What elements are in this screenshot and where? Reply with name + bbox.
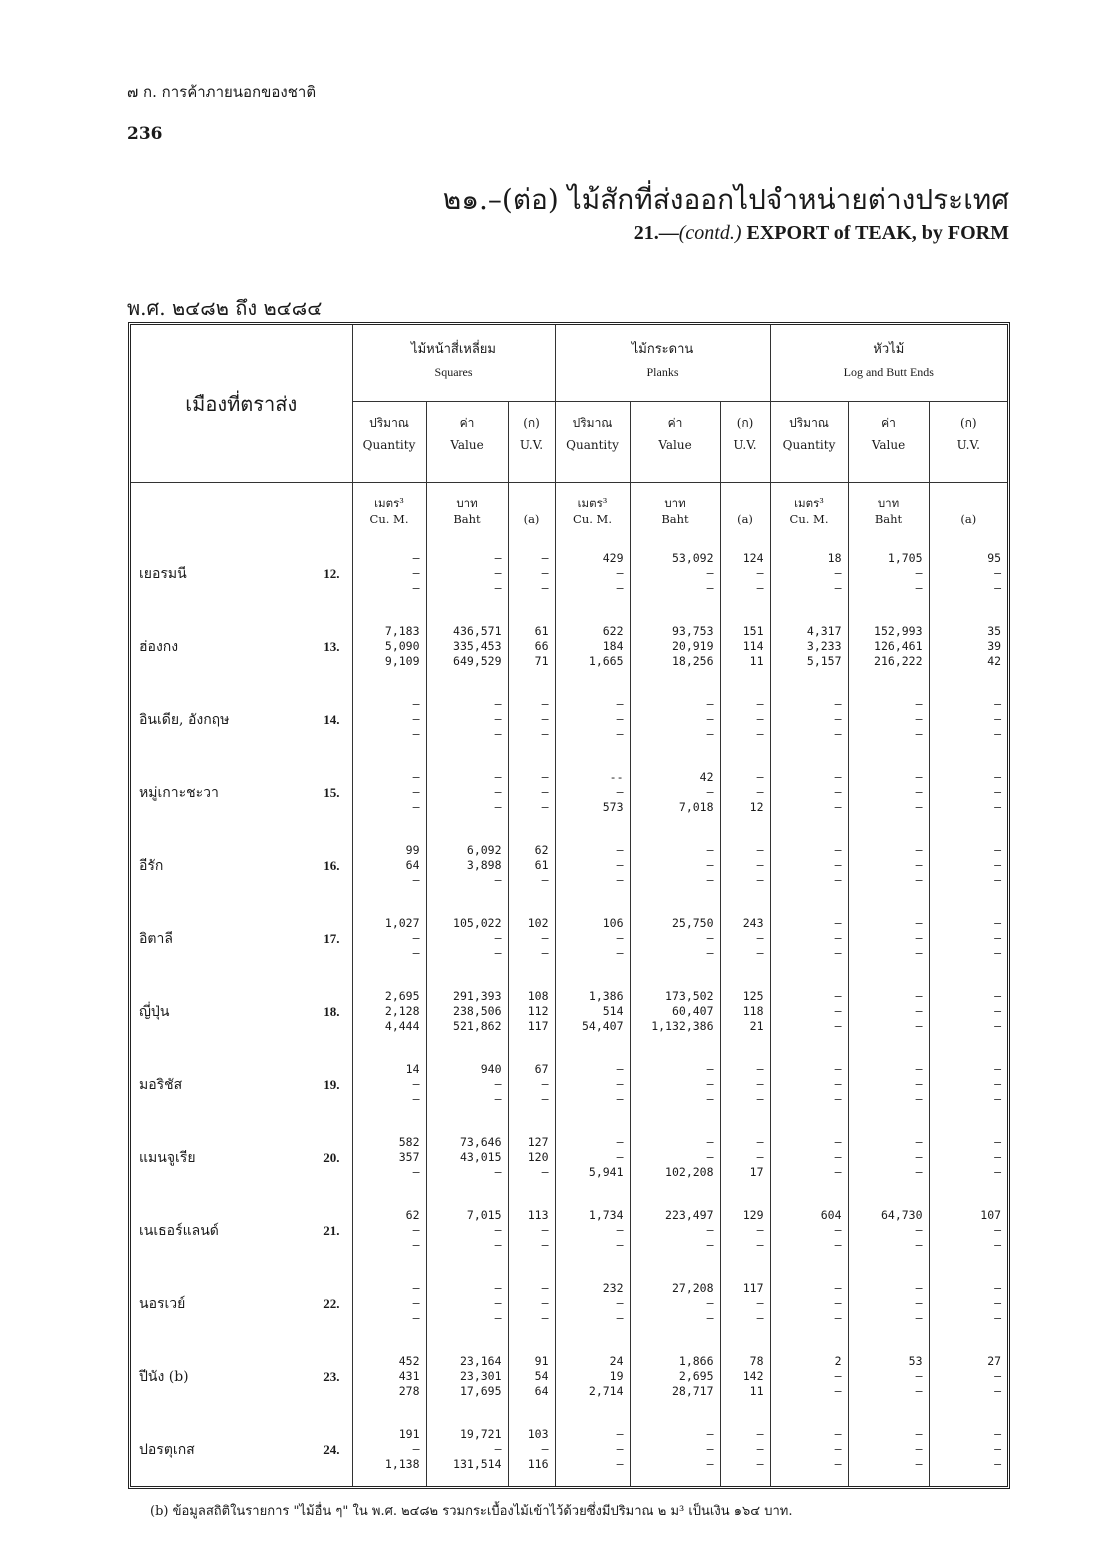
table-row bbox=[131, 1340, 1007, 1413]
logs-qty-cell: — — — bbox=[770, 1121, 848, 1194]
sub-en: Quantity bbox=[566, 438, 619, 452]
planks-value-cell: — — 102,208 bbox=[630, 1121, 720, 1194]
planks-uv-cell: 78 142 11 bbox=[720, 1340, 770, 1413]
row-number: 19. bbox=[323, 1076, 340, 1092]
unit-line: เมตร³ bbox=[374, 496, 404, 510]
planks-uv-cell: 243 — — bbox=[720, 902, 770, 975]
planks-value-cell: — — — bbox=[630, 683, 720, 756]
sub-value-header bbox=[630, 402, 720, 483]
destination-name: ฮ่องกง bbox=[139, 638, 179, 655]
planks-qty-cell: — — — bbox=[555, 1048, 630, 1121]
squares-qty-cell: — — — bbox=[352, 537, 426, 610]
planks-qty-cell: — — — bbox=[555, 1413, 630, 1486]
squares-value-cell: 7,015 — — bbox=[426, 1194, 508, 1267]
unit-value bbox=[630, 483, 720, 538]
sub-en: Value bbox=[871, 438, 906, 452]
sub-qty-header bbox=[555, 402, 630, 483]
title-en-prefix: 21.— bbox=[633, 222, 679, 244]
logs-uv-cell: — — — bbox=[929, 756, 1007, 829]
unit-uv bbox=[929, 483, 1007, 538]
logs-qty-cell: — — — bbox=[770, 975, 848, 1048]
unit-line: (a) bbox=[523, 512, 540, 526]
unit-line: Cu. M. bbox=[369, 512, 409, 526]
planks-qty-cell: — — 5,941 bbox=[555, 1121, 630, 1194]
row-number: 12. bbox=[323, 565, 340, 581]
planks-value-cell: 173,502 60,407 1,132,386 bbox=[630, 975, 720, 1048]
planks-value-cell: 53,092 — — bbox=[630, 537, 720, 610]
planks-value-cell: 27,208 — — bbox=[630, 1267, 720, 1340]
row-number: 18. bbox=[323, 1003, 340, 1019]
planks-value-cell: 25,750 — — bbox=[630, 902, 720, 975]
row-number: 20. bbox=[323, 1149, 340, 1165]
logs-qty-cell: 18 — — bbox=[770, 537, 848, 610]
row-number: 14. bbox=[323, 711, 340, 727]
unit-line: เมตร³ bbox=[794, 496, 824, 510]
squares-qty-cell: 1,027 — — bbox=[352, 902, 426, 975]
logs-uv-cell: — — — bbox=[929, 975, 1007, 1048]
planks-uv-cell: — — 17 bbox=[720, 1121, 770, 1194]
destination-name: ปีนัง (b) bbox=[139, 1368, 189, 1385]
planks-qty-cell: — — — bbox=[555, 683, 630, 756]
row-number: 16. bbox=[323, 857, 340, 873]
logs-qty-cell: — — — bbox=[770, 902, 848, 975]
planks-value-cell: — — — bbox=[630, 1413, 720, 1486]
unit-line: บาท bbox=[877, 496, 900, 510]
planks-uv-cell: 151 114 11 bbox=[720, 610, 770, 683]
group-en: Log and Butt Ends bbox=[843, 365, 934, 379]
sub-thai: ค่า bbox=[667, 416, 683, 430]
sub-en: Quantity bbox=[362, 438, 416, 452]
title-en-italic: (contd.) bbox=[678, 222, 742, 244]
squares-value-cell: — — — bbox=[426, 537, 508, 610]
unit-line: Cu. M. bbox=[573, 512, 612, 526]
squares-uv-cell: 102 — — bbox=[508, 902, 555, 975]
logs-value-cell: 1,705 — — bbox=[848, 537, 929, 610]
table-row bbox=[131, 975, 1007, 1048]
sub-en: Value bbox=[450, 438, 484, 452]
destination-name: แมนจูเรีย bbox=[139, 1149, 196, 1166]
logs-value-cell: 53 — — bbox=[848, 1340, 929, 1413]
planks-value-cell: 1,866 2,695 28,717 bbox=[630, 1340, 720, 1413]
squares-value-cell: 23,164 23,301 17,695 bbox=[426, 1340, 508, 1413]
planks-value-cell: 93,753 20,919 18,256 bbox=[630, 610, 720, 683]
logs-qty-cell: — — — bbox=[770, 683, 848, 756]
logs-value-cell: 152,993 126,461 216,222 bbox=[848, 610, 929, 683]
page-number: 236 bbox=[127, 124, 163, 144]
table-row bbox=[131, 683, 1007, 756]
sub-thai: ค่า bbox=[881, 416, 896, 430]
row-number: 13. bbox=[323, 638, 340, 654]
squares-qty-cell: 7,183 5,090 9,109 bbox=[352, 610, 426, 683]
squares-qty-cell: 14 — — bbox=[352, 1048, 426, 1121]
logs-uv-cell: — — — bbox=[929, 829, 1007, 902]
planks-value-cell: — — — bbox=[630, 829, 720, 902]
logs-uv-cell: — — — bbox=[929, 1048, 1007, 1121]
squares-value-cell: 291,393 238,506 521,862 bbox=[426, 975, 508, 1048]
squares-value-cell: — — — bbox=[426, 1267, 508, 1340]
destination-name: มอริชัส bbox=[139, 1076, 183, 1093]
squares-qty-cell: 452 431 278 bbox=[352, 1340, 426, 1413]
squares-value-cell: 436,571 335,453 649,529 bbox=[426, 610, 508, 683]
squares-uv-cell: 127 120 — bbox=[508, 1121, 555, 1194]
destination-name: นอรเวย์ bbox=[139, 1295, 186, 1312]
title-en-rest: EXPORT of TEAK, by FORM bbox=[741, 222, 1009, 244]
squares-uv-cell: 108 112 117 bbox=[508, 975, 555, 1048]
planks-qty-cell: 622 184 1,665 bbox=[555, 610, 630, 683]
sub-uv-header bbox=[929, 402, 1007, 483]
squares-qty-cell: 582 357 — bbox=[352, 1121, 426, 1194]
group-header-squares bbox=[352, 325, 555, 402]
squares-value-cell: — — — bbox=[426, 756, 508, 829]
group-thai: ไม้กระดาน bbox=[631, 342, 694, 357]
squares-value-cell: 105,022 — — bbox=[426, 902, 508, 975]
table-row bbox=[131, 1121, 1007, 1194]
squares-uv-cell: 103 — 116 bbox=[508, 1413, 555, 1486]
table-row bbox=[131, 1048, 1007, 1121]
planks-qty-cell: 24 19 2,714 bbox=[555, 1340, 630, 1413]
logs-value-cell: — — — bbox=[848, 975, 929, 1048]
logs-value-cell: — — — bbox=[848, 1121, 929, 1194]
planks-value-cell: 42 — 7,018 bbox=[630, 756, 720, 829]
sub-en: U.V. bbox=[519, 438, 544, 452]
row-number: 22. bbox=[323, 1295, 340, 1311]
planks-qty-cell: 106 — — bbox=[555, 902, 630, 975]
destination-name: หมู่เกาะชะวา bbox=[139, 784, 219, 801]
squares-uv-cell: 62 61 — bbox=[508, 829, 555, 902]
squares-uv-cell: — — — bbox=[508, 537, 555, 610]
row-number: 21. bbox=[323, 1222, 340, 1238]
destination-name: อินเดีย, อังกฤษ bbox=[139, 711, 230, 728]
logs-qty-cell: 604 — — bbox=[770, 1194, 848, 1267]
unit-line: บาท bbox=[456, 496, 478, 510]
squares-value-cell: 940 — — bbox=[426, 1048, 508, 1121]
destination-name: ญี่ปุ่น bbox=[139, 1003, 170, 1020]
squares-value-cell: 19,721 — 131,514 bbox=[426, 1413, 508, 1486]
logs-qty-cell: — — — bbox=[770, 1267, 848, 1340]
sub-qty-header bbox=[770, 402, 848, 483]
logs-qty-cell: — — — bbox=[770, 756, 848, 829]
squares-qty-cell: 99 64 — bbox=[352, 829, 426, 902]
table-row bbox=[131, 1267, 1007, 1340]
sub-thai: ปริมาณ bbox=[789, 416, 829, 430]
destination-name: เนเธอร์แลนด์ bbox=[139, 1222, 219, 1239]
group-header-logs bbox=[770, 325, 1007, 402]
unit-uv bbox=[508, 483, 555, 538]
sub-thai: ค่า bbox=[459, 416, 475, 430]
sub-uv-header bbox=[720, 402, 770, 483]
row-number: 24. bbox=[323, 1441, 340, 1457]
planks-uv-cell: 125 118 21 bbox=[720, 975, 770, 1048]
table-row bbox=[131, 902, 1007, 975]
table-row bbox=[131, 610, 1007, 683]
group-en: Squares bbox=[434, 365, 473, 379]
logs-uv-cell: — — — bbox=[929, 902, 1007, 975]
squares-qty-cell: — — — bbox=[352, 756, 426, 829]
unit-line: (a) bbox=[737, 512, 753, 526]
logs-qty-cell: 4,317 3,233 5,157 bbox=[770, 610, 848, 683]
destination-name: อิตาลี bbox=[139, 930, 173, 947]
unit-qty bbox=[352, 483, 426, 538]
planks-uv-cell: — — — bbox=[720, 1048, 770, 1121]
sub-qty-header bbox=[352, 402, 426, 483]
unit-line: เมตร³ bbox=[577, 496, 608, 510]
logs-uv-cell: — — — bbox=[929, 1413, 1007, 1486]
unit-line: Baht bbox=[453, 512, 481, 526]
squares-qty-cell: 2,695 2,128 4,444 bbox=[352, 975, 426, 1048]
squares-uv-cell: 61 66 71 bbox=[508, 610, 555, 683]
sub-en: U.V. bbox=[956, 438, 980, 452]
logs-value-cell: — — — bbox=[848, 829, 929, 902]
planks-uv-cell: — — — bbox=[720, 829, 770, 902]
logs-uv-cell: — — — bbox=[929, 1267, 1007, 1340]
squares-uv-cell: 91 54 64 bbox=[508, 1340, 555, 1413]
squares-qty-cell: 191 — 1,138 bbox=[352, 1413, 426, 1486]
destination-name: ปอรตุเกส bbox=[139, 1441, 195, 1458]
squares-qty-cell: 62 — — bbox=[352, 1194, 426, 1267]
footnote: (b) ข้อมูลสถิติในรายการ "ไม้อื่น ๆ" ใน พ.ศ. ๒๔๘๒ รวมกระเบื้องไม้เข้าไว้ด้วยซึ่งมีปริมาณ ๒ ม³ เป็นเงิน ๑๖๔ บาท. bbox=[150, 1504, 793, 1519]
squares-uv-cell: — — — bbox=[508, 1267, 555, 1340]
squares-value-cell: 6,092 3,898 — bbox=[426, 829, 508, 902]
unit-qty bbox=[555, 483, 630, 538]
unit-line: (a) bbox=[960, 512, 977, 526]
sub-thai: ปริมาณ bbox=[369, 416, 409, 430]
sub-thai: (ก) bbox=[736, 416, 754, 430]
sub-value-header bbox=[426, 402, 508, 483]
logs-value-cell: — — — bbox=[848, 1048, 929, 1121]
destination-header: เมืองที่ตราส่ง bbox=[131, 325, 352, 483]
sub-value-header bbox=[848, 402, 929, 483]
unit-line: บาท bbox=[664, 496, 686, 510]
squares-uv-cell: — — — bbox=[508, 756, 555, 829]
table-title-thai: ๒๑.–(ต่อ) ไม้สักที่ส่งออกไปจำหน่ายต่างประเทศ bbox=[442, 183, 1009, 216]
planks-uv-cell: 124 — — bbox=[720, 537, 770, 610]
row-number: 17. bbox=[323, 930, 340, 946]
logs-uv-cell: 107 — — bbox=[929, 1194, 1007, 1267]
planks-value-cell: 223,497 — — bbox=[630, 1194, 720, 1267]
unit-line: Baht bbox=[874, 512, 903, 526]
group-header-planks bbox=[555, 325, 770, 402]
table-row bbox=[131, 756, 1007, 829]
planks-qty-cell: — — — bbox=[555, 829, 630, 902]
table-row bbox=[131, 537, 1007, 610]
group-en: Planks bbox=[646, 365, 679, 379]
unit-line: Cu. M. bbox=[789, 512, 829, 526]
logs-uv-cell: 95 — — bbox=[929, 537, 1007, 610]
logs-uv-cell: 27 — — bbox=[929, 1340, 1007, 1413]
logs-qty-cell: — — — bbox=[770, 1048, 848, 1121]
unit-value bbox=[848, 483, 929, 538]
logs-qty-cell: — — — bbox=[770, 1413, 848, 1486]
squares-uv-cell: 67 — — bbox=[508, 1048, 555, 1121]
planks-value-cell: — — — bbox=[630, 1048, 720, 1121]
logs-uv-cell: — — — bbox=[929, 1121, 1007, 1194]
planks-uv-cell: — — — bbox=[720, 1413, 770, 1486]
sub-thai: ปริมาณ bbox=[572, 416, 613, 430]
row-number: 15. bbox=[323, 784, 340, 800]
planks-qty-cell: 1,386 514 54,407 bbox=[555, 975, 630, 1048]
destination-name: เยอรมนี bbox=[139, 565, 187, 582]
teak-export-table bbox=[128, 322, 1010, 1489]
planks-qty-cell: 1,734 — — bbox=[555, 1194, 630, 1267]
squares-value-cell: — — — bbox=[426, 683, 508, 756]
destination-name: อีรัก bbox=[139, 857, 164, 874]
sub-thai: (ก) bbox=[959, 416, 977, 430]
logs-uv-cell: 35 39 42 bbox=[929, 610, 1007, 683]
squares-value-cell: 73,646 43,015 — bbox=[426, 1121, 508, 1194]
unit-uv bbox=[720, 483, 770, 538]
table-title-english bbox=[634, 222, 1009, 245]
planks-uv-cell: — — 12 bbox=[720, 756, 770, 829]
sub-en: Quantity bbox=[782, 438, 836, 452]
squares-qty-cell: — — — bbox=[352, 1267, 426, 1340]
row-number: 23. bbox=[323, 1368, 340, 1384]
unit-line: Baht bbox=[661, 512, 689, 526]
planks-uv-cell: 129 — — bbox=[720, 1194, 770, 1267]
logs-uv-cell: — — — bbox=[929, 683, 1007, 756]
group-thai: หัวไม้ bbox=[873, 342, 905, 357]
table-row bbox=[131, 1413, 1007, 1486]
table-row bbox=[131, 1194, 1007, 1267]
unit-qty bbox=[770, 483, 848, 538]
logs-qty-cell: 2 — — bbox=[770, 1340, 848, 1413]
unit-value bbox=[426, 483, 508, 538]
sub-en: Value bbox=[658, 438, 692, 452]
logs-qty-cell: — — — bbox=[770, 829, 848, 902]
squares-uv-cell: 113 — — bbox=[508, 1194, 555, 1267]
logs-value-cell: — — — bbox=[848, 902, 929, 975]
section-heading: ๗ ก. การค้าภายนอกของชาติ bbox=[127, 83, 317, 101]
logs-value-cell: — — — bbox=[848, 1267, 929, 1340]
planks-uv-cell: — — — bbox=[720, 683, 770, 756]
logs-value-cell: — — — bbox=[848, 1413, 929, 1486]
group-thai: ไม้หน้าสี่เหลี่ยม bbox=[411, 342, 496, 357]
sub-en: U.V. bbox=[733, 438, 757, 452]
logs-value-cell: — — — bbox=[848, 756, 929, 829]
planks-uv-cell: 117 — — bbox=[720, 1267, 770, 1340]
logs-value-cell: — — — bbox=[848, 683, 929, 756]
logs-value-cell: 64,730 — — bbox=[848, 1194, 929, 1267]
planks-qty-cell: 429 — — bbox=[555, 537, 630, 610]
period-label: พ.ศ. ๒๔๘๒ ถึง ๒๔๘๔ bbox=[127, 296, 323, 320]
squares-qty-cell: — — — bbox=[352, 683, 426, 756]
planks-qty-cell: 232 — — bbox=[555, 1267, 630, 1340]
squares-uv-cell: — — — bbox=[508, 683, 555, 756]
table-row bbox=[131, 829, 1007, 902]
sub-uv-header bbox=[508, 402, 555, 483]
sub-thai: (ก) bbox=[523, 416, 540, 430]
planks-qty-cell: -- — 573 bbox=[555, 756, 630, 829]
